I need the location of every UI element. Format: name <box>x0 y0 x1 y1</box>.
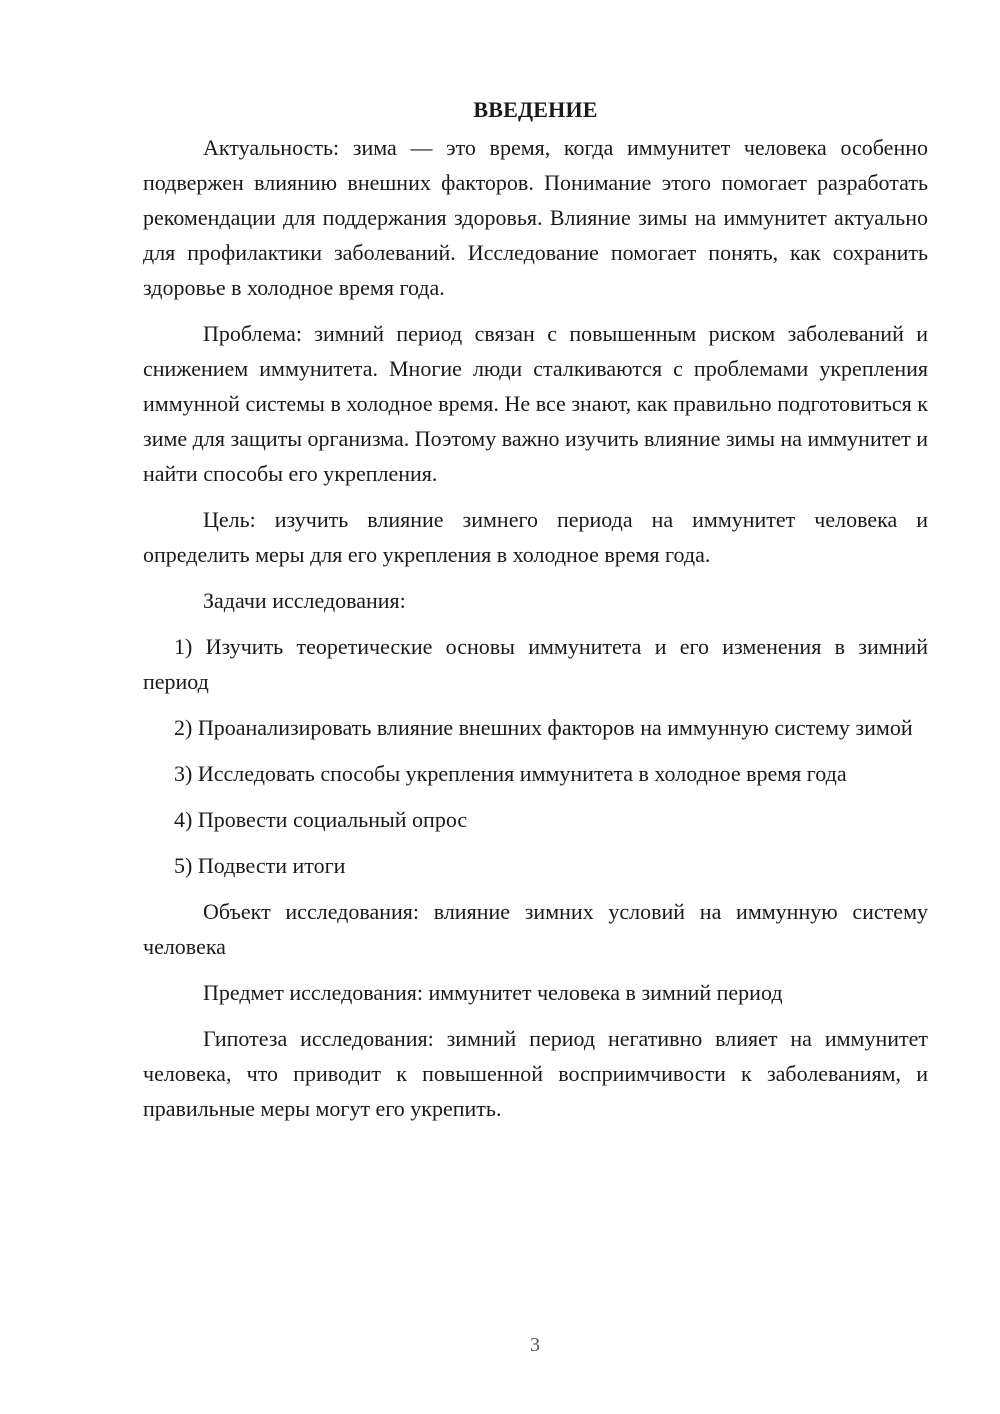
paragraph-goal: Цель: изучить влияние зимнего периода на иммунитет человека и определить меры для его укрепления в холодное время года. <box>143 507 928 567</box>
task-item-4: 4) Провести социальный опрос <box>174 807 468 832</box>
paragraph-hypothesis: Гипотеза исследования: зимний период негативно влияет на иммунитет человека, что приводит к повышенной восприимчивости к заболеваниям, и правильные меры могут его укрепить. <box>143 1026 928 1121</box>
document-page <box>143 94 928 1137</box>
section-title: ВВЕДЕНИЕ <box>473 97 598 122</box>
paragraph-object: Объект исследования: влияние зимних условий на иммунную систему человека <box>143 899 928 959</box>
task-item-2: 2) Проанализировать влияние внешних факторов на иммунную систему зимой <box>174 715 913 740</box>
task-item-5: 5) Подвести итоги <box>174 853 346 878</box>
paragraph-tasks-heading: Задачи исследования: <box>203 588 406 613</box>
task-item-1: 1) Изучить теоретические основы иммунитета и его изменения в зимний период <box>143 634 928 694</box>
page-number: 3 <box>530 1334 540 1356</box>
paragraph-relevance: Актуальность: зима — это время, когда иммунитет человека особенно подвержен влиянию внешних факторов. Понимание этого помогает разработать рекомендации для поддержания здоровья. Влияние зимы на иммунитет актуально для профилактики заболеваний. Исследование помогает понять, как сохранить здоровье в холодное время года. <box>143 135 928 300</box>
task-item-3: 3) Исследовать способы укрепления иммунитета в холодное время года <box>174 761 847 786</box>
paragraph-problem: Проблема: зимний период связан с повышенным риском заболеваний и снижением иммунитета. Многие люди сталкиваются с проблемами укрепления иммунной системы в холодное время. Не все знают, как правильно подготовиться к зиме для защиты организма. Поэтому важно изучить влияние зимы на иммунитет и найти способы его укрепления. <box>143 321 928 486</box>
paragraph-subject: Предмет исследования: иммунитет человека в зимний период <box>203 980 783 1005</box>
